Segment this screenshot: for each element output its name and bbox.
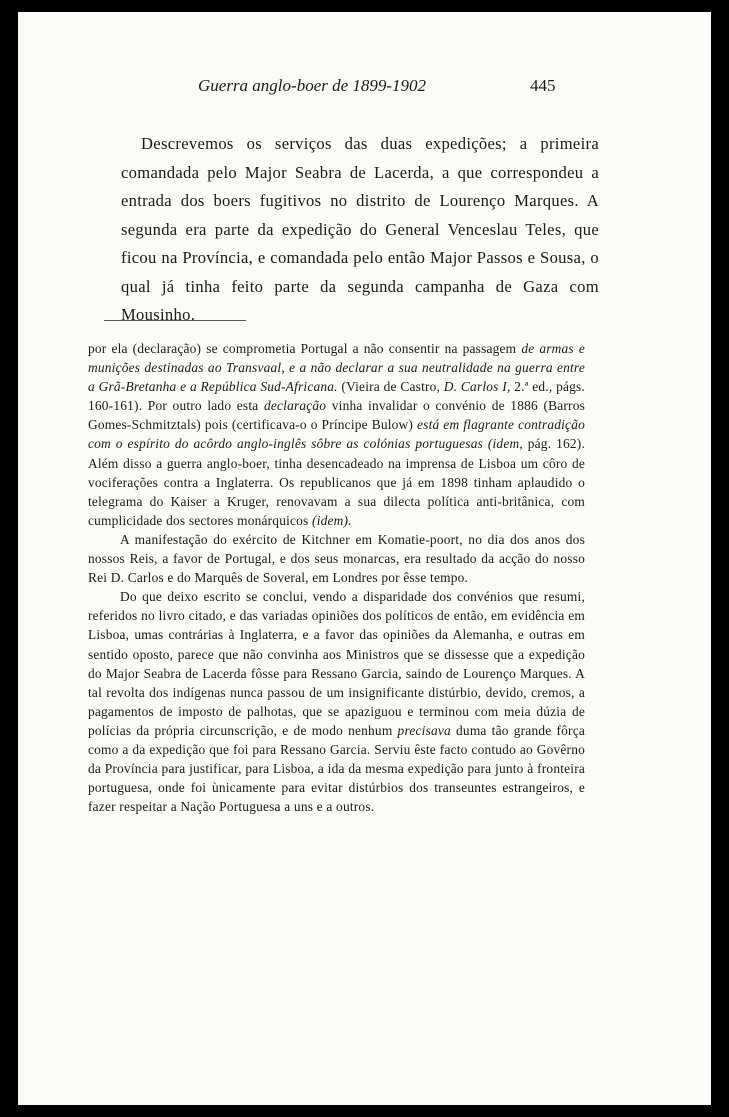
footnote-italic: de armas e munições destinadas ao Transvaal, e a não declarar a sua neutralidade na guerra entre a Grã-Bretanha e a República Sud-Africana.	[88, 341, 585, 395]
footnote-text: por ela (declaração) se comprometia Portugal a não consentir na passagem	[88, 341, 522, 356]
footnote-paragraph-2: A manifestação do exército de Kitchner em Komatie-poort, no dia dos anos dos nossos Reis, a favor de Portugal, e dos seus monarcas, era resultado da acção do nosso Rei D. Carlos e do Marquês de Soveral, em Londres por êsse tempo.	[88, 531, 585, 586]
footnote-text: 2.ª ed., págs. 160-161). Por outro lado esta	[88, 379, 586, 414]
footnote-text: vinha invalidar o convénio de 1886 (Barros Gomes-Schmitztals) pois (certificava-o o Príncipe Bulow)	[88, 398, 586, 433]
main-paragraph: Descrevemos os serviços das duas expedições; a primeira comandada pelo Major Seabra de Lacerda, a que correspondeu a entrada dos boers fugitivos no distrito de Lourenço Marques. A segunda era parte da expedição do General Venceslau Teles, que ficou na Província, e comandada pelo então Major Passos e Sousa, o qual já tinha feito parte da segunda campanha de Gaza com Mousinho.	[121, 134, 599, 324]
page-number: 445	[530, 76, 556, 95]
footnote-italic: precisava	[397, 722, 451, 738]
footnote-divider	[104, 320, 246, 321]
footnote-italic: (idem).	[312, 512, 352, 528]
running-title: Guerra anglo-boer de 1899-1902	[198, 76, 427, 95]
book-page	[18, 12, 711, 1105]
footnote-italic: está em flagrante contradição com o espírito do acôrdo anglo-inglês sôbre as colónias portuguesas (idem,	[88, 417, 585, 452]
footnotes	[88, 339, 585, 816]
footnote-text: pág. 162). Além disso a guerra anglo-boer, tinha desencadeado na imprensa de Lisboa um côro de vociferações contra a Inglaterra. Os republicanos que já em 1898 tinham aplaudido o telegrama do Kaiser a Kruger, renovavam a sua dilecta política anti-britânica, com cumplicidade dos sectores monárquicos	[88, 436, 585, 528]
footnote-italic: declaração	[263, 398, 327, 414]
footnote-text: (Vieira de Castro,	[337, 379, 444, 395]
footnote-paragraph-3	[88, 587, 585, 816]
main-text	[121, 130, 599, 330]
footnote-text: Do que deixo escrito se conclui, vendo a disparidade dos convénios que resumi, referidos no livro citado, e das variadas opiniões dos políticos de então, em evidência em Lisboa, umas contrárias à Inglaterra, e a favor das opiniões da Alemanha, e outras em sentido oposto, parece que não convinha aos Ministros que se dissesse que a expedição do Major Seabra de Lacerda fôsse para Ressano Garcia, saindo de Lourenço Marques. A tal revolta dos indígenas nunca passou de um insignificante distúrbio, devido, cremos, a pagamentos de imposto de palhotas, que se apaziguou e terminou com meia dúzia de polícias da própria circunscrição, e de modo nenhum	[88, 589, 585, 738]
page-header	[18, 76, 711, 100]
footnote-paragraph-1	[88, 339, 585, 530]
footnote-italic: D. Carlos I,	[443, 379, 511, 395]
footnote-text: duma tão grande fôrça como a da expedição que foi para Ressano Garcia. Serviu êste facto contudo ao Govêrno da Província para justificar, para Lisboa, a ida da mesma expedição para junto à fronteira portuguesa, onde foi ùnicamente para evitar distúrbios dos transeuntes estrangeiros, e fazer respeitar a Nação Portuguesa a uns e a outros.	[88, 722, 585, 815]
